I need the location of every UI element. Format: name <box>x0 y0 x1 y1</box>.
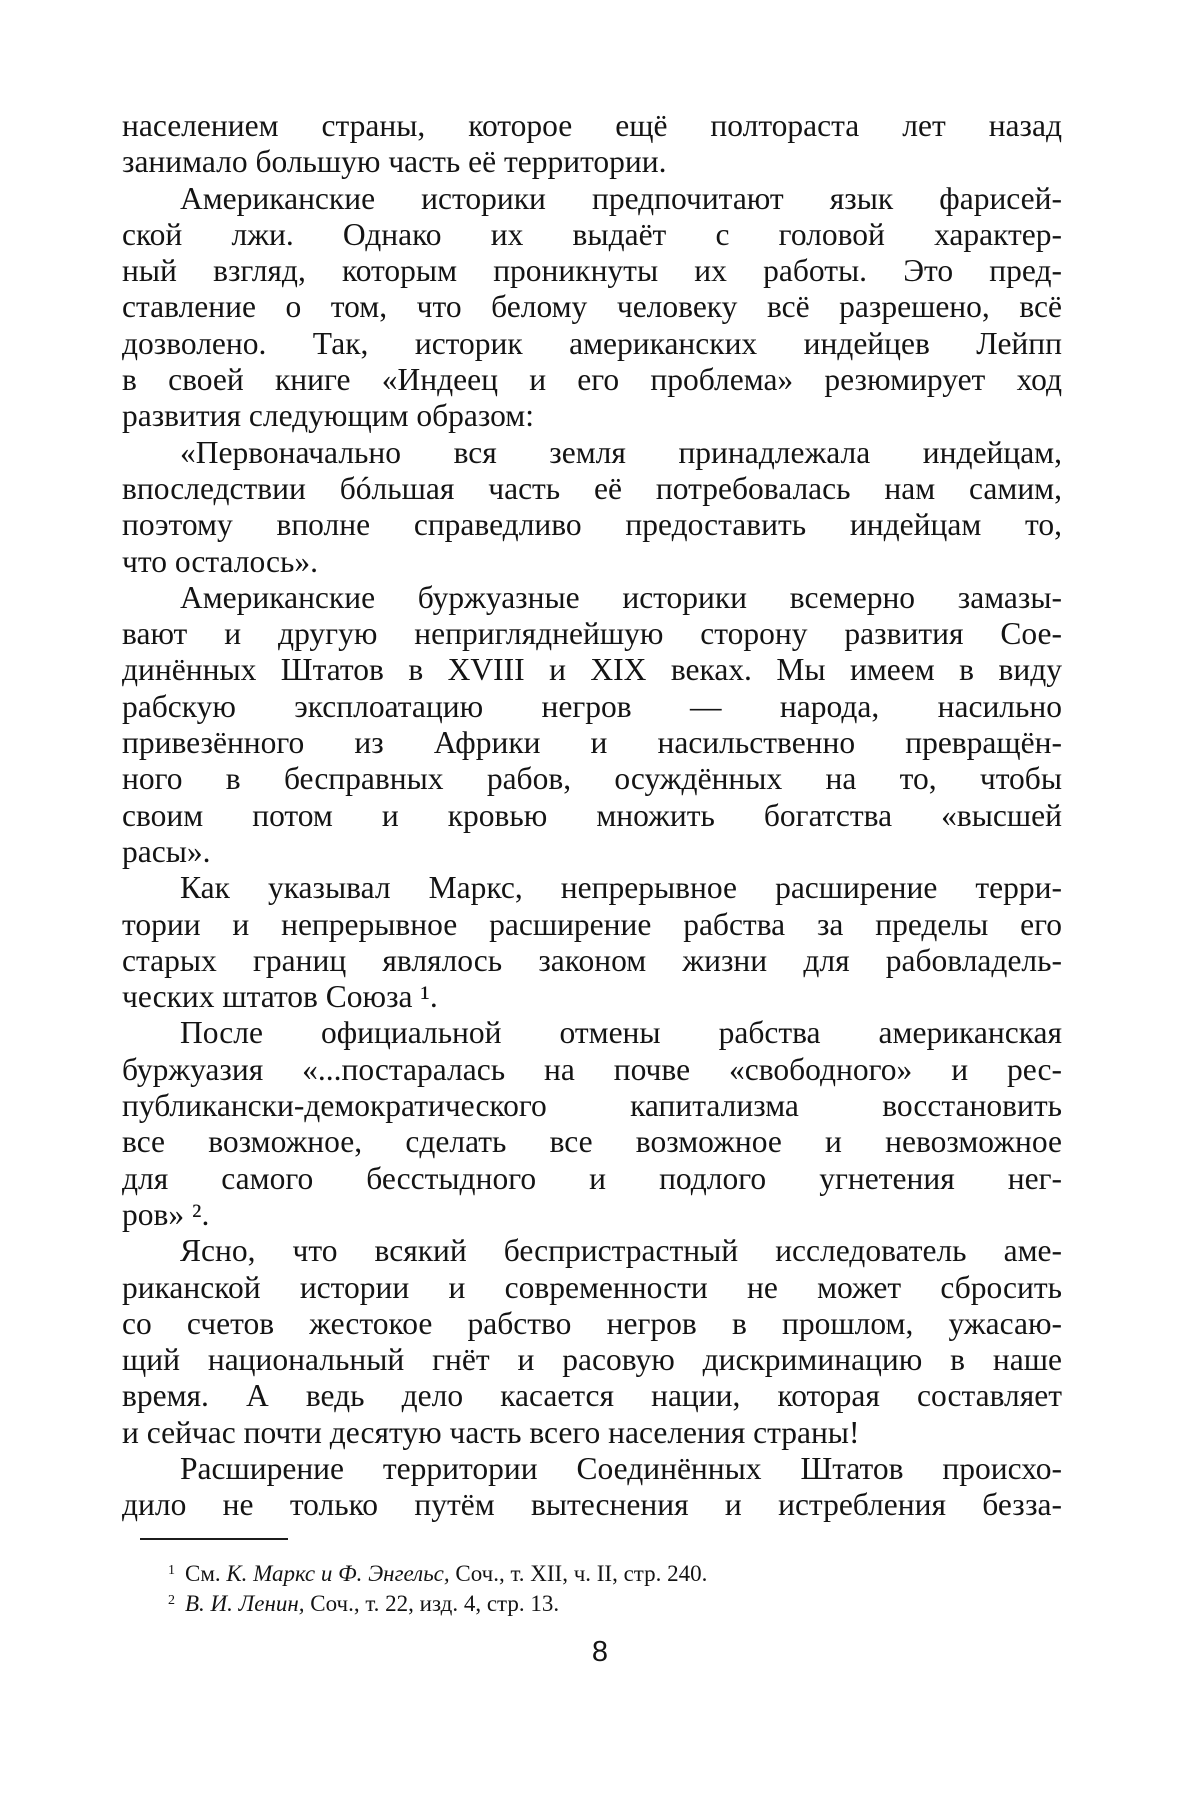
text-line: вают и другую непригляднейшую сторону развития Сое- <box>122 616 1062 652</box>
page-number: 8 <box>591 1636 609 1668</box>
text-line: со счетов жестокое рабство негров в прошлом, ужасаю- <box>122 1305 1062 1341</box>
footnote-reference: Соч., т. 22, изд. 4, стр. 13. <box>304 1591 560 1616</box>
footnote-reference: Соч., т. XII, ч. II, стр. 240. <box>449 1561 708 1586</box>
paragraph <box>122 870 1062 1015</box>
text-line: время. А ведь дело касается нации, которая составляет <box>122 1378 1062 1414</box>
footnote-marker: 1 <box>168 1563 175 1578</box>
text-line: Как указывал Маркс, непрерывное расширение терри- <box>180 870 1062 906</box>
footnote-marker: 2 <box>168 1593 175 1608</box>
text-line: тории и непрерывное расширение рабства за пределы его <box>122 906 1062 942</box>
text-line: дозволено. Так, историк американских индейцев Лейпп <box>122 325 1062 361</box>
footnote-authors: К. Маркс и Ф. Энгельс, <box>226 1561 450 1586</box>
text-line: ного в бесправных рабов, осуждённых на то, чтобы <box>122 761 1062 797</box>
paragraph <box>122 435 1062 580</box>
body-text <box>122 108 1062 1524</box>
text-line: своим потом и кровью множить богатства «высшей <box>122 797 1062 833</box>
text-line: рабскую эксплоатацию негров — народа, насильно <box>122 688 1062 724</box>
text-line: Ясно, что всякий беспристрастный исследователь аме- <box>180 1233 1062 1269</box>
text-line: буржуазия «...постаралась на почве «свободного» и рес- <box>122 1051 1062 1087</box>
text-line: в своей книге «Индеец и его проблема» резюмирует ход <box>122 362 1062 398</box>
text-line: и сейчас почти десятую часть всего населения страны! <box>122 1414 860 1450</box>
text-line: ской лжи. Однако их выдаёт с головой характер- <box>122 216 1062 252</box>
text-line: старых границ являлось законом жизни для рабовладель- <box>122 942 1062 978</box>
text-line: риканской истории и современности не может сбросить <box>122 1269 1062 1305</box>
text-line: впоследствии бóльшая часть её потребовалась нам самим, <box>122 470 1062 506</box>
text-line: поэтому вполне справедливо предоставить индейцам то, <box>122 507 1062 543</box>
footnote-rule <box>140 1538 288 1540</box>
text-line: все возможное, сделать все возможное и невозможное <box>122 1124 1062 1160</box>
text-line: ческих штатов Союза ¹. <box>122 979 438 1015</box>
paragraph <box>122 1451 1062 1524</box>
text-line: привезённого из Африки и насильственно превращён- <box>122 725 1062 761</box>
text-line: публикански-демократического капитализма восстановить <box>122 1088 1062 1124</box>
paragraph <box>122 108 1062 181</box>
text-line: динённых Штатов в XVIII и XIX веках. Мы имеем в виду <box>122 652 1062 688</box>
text-line: ный взгляд, которым проникнуты их работы. Это пред- <box>122 253 1062 289</box>
text-line: расы». <box>122 833 211 869</box>
paragraph <box>122 580 1062 870</box>
text-line: Расширение территории Соединённых Штатов происхо- <box>180 1450 1062 1486</box>
text-line: «Первоначально вся земля принадлежала индейцам, <box>180 434 1062 470</box>
text-line: Американские буржуазные историки всемерно замазы- <box>180 579 1062 615</box>
text-line: занимало большую часть её территории. <box>122 144 667 180</box>
footnote-authors: В. И. Ленин, <box>185 1591 305 1616</box>
paragraph <box>122 181 1062 435</box>
text-line: что осталось». <box>122 543 318 579</box>
text-line: ставление о том, что белому человеку всё разрешено, всё <box>122 289 1062 325</box>
footnote-prefix: См. <box>185 1561 227 1586</box>
footnote <box>168 1556 1048 1586</box>
text-line: После официальной отмены рабства американская <box>180 1015 1062 1051</box>
text-line: щий национальный гнёт и расовую дискриминацию в наше <box>122 1342 1062 1378</box>
paragraph <box>122 1233 1062 1451</box>
text-line: дило не только путём вытеснения и истребления безза- <box>122 1487 1062 1523</box>
text-line: ров» ². <box>122 1196 210 1232</box>
text-line: Американские историки предпочитают язык фарисей- <box>180 180 1062 216</box>
paragraph <box>122 1015 1062 1233</box>
text-line: для самого бесстыдного и подлого угнетения нег- <box>122 1160 1062 1196</box>
text-line: населением страны, которое ещё полтораста лет назад <box>122 108 1062 143</box>
footnote <box>168 1586 1048 1616</box>
footnotes <box>168 1556 1048 1616</box>
text-line: развития следующим образом: <box>122 398 534 434</box>
